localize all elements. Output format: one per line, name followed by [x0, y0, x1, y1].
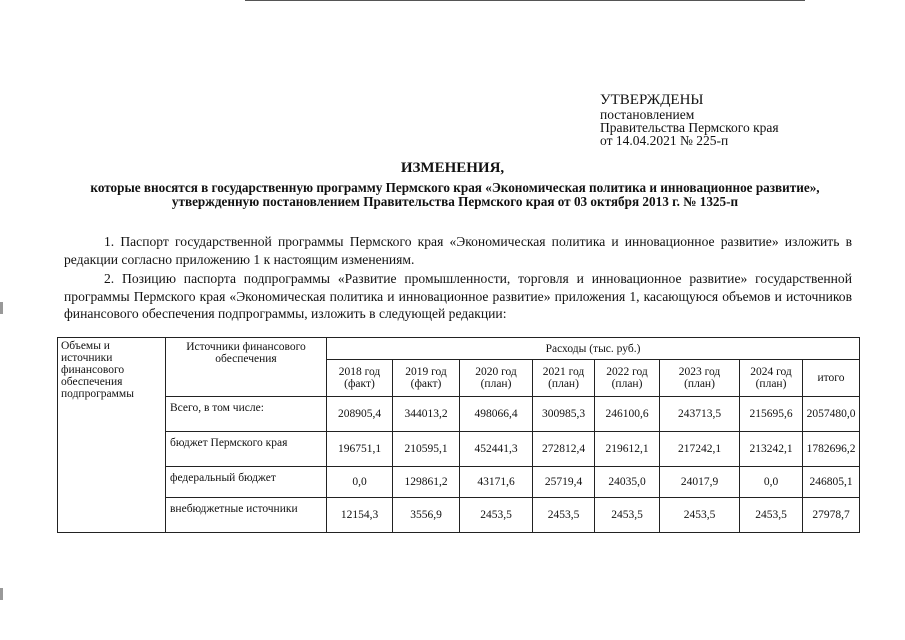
expenses-header: Расходы (тыс. руб.): [327, 338, 860, 360]
table-corner-label: Объемы и источники финансового обеспечения подпрограммы: [58, 338, 166, 533]
approval-line-2: постановлением: [600, 107, 695, 122]
value-cell: 24035,0: [595, 467, 660, 498]
source-cell: федеральный бюджет: [166, 467, 327, 498]
paragraph-2: 2. Позицию паспорта подпрограммы «Развитие промышленности, торговля и инновационное развитие» государственной программы Пермского края «Экономическая политика и инновационное развитие» приложения 1, касающуюся объемов и источников финансового обеспечения подпрограммы, изложить в следующей редакции:: [64, 271, 852, 321]
value-cell: 25719,4: [533, 467, 595, 498]
value-cell: 210595,1: [393, 432, 460, 467]
financing-table: [57, 337, 860, 533]
table-row: [58, 432, 860, 467]
value-cell: 3556,9: [393, 498, 460, 533]
value-cell: 2453,5: [660, 498, 740, 533]
approval-stamp: [600, 92, 779, 147]
value-cell: 217242,1: [660, 432, 740, 467]
approval-line-4: от 14.04.2021 № 225-п: [600, 133, 729, 148]
year-header: 2019 год (факт): [393, 360, 460, 397]
value-cell: 43171,6: [460, 467, 533, 498]
year-header: 2022 год (план): [595, 360, 660, 397]
approval-line-3: Правительства Пермского края: [600, 120, 779, 135]
value-cell: 12154,3: [327, 498, 393, 533]
year-header: 2020 год (план): [460, 360, 533, 397]
document-title: ИЗМЕНЕНИЯ,: [400, 160, 505, 176]
value-cell: 452441,3: [460, 432, 533, 467]
table-row: [58, 397, 860, 432]
value-cell: 213242,1: [740, 432, 803, 467]
value-cell: 24017,9: [660, 467, 740, 498]
year-header: 2024 год (план): [740, 360, 803, 397]
value-cell: 2453,5: [533, 498, 595, 533]
value-cell: 0,0: [327, 467, 393, 498]
total-cell: 246805,1: [803, 467, 860, 498]
source-cell: Всего, в том числе:: [166, 397, 327, 432]
value-cell: 129861,2: [393, 467, 460, 498]
value-cell: 246100,6: [595, 397, 660, 432]
source-cell: внебюджетные источники: [166, 498, 327, 533]
value-cell: 243713,5: [660, 397, 740, 432]
top-border-line: [245, 0, 805, 1]
value-cell: 344013,2: [393, 397, 460, 432]
table-row: [58, 467, 860, 498]
year-header: 2018 год (факт): [327, 360, 393, 397]
value-cell: 2453,5: [460, 498, 533, 533]
approval-line-1: УТВЕРЖДЕНЫ: [600, 92, 704, 108]
paragraph-1: 1. Паспорт государственной программы Пермского края «Экономическая политика и инновационное развитие» изложить в редакции согласно приложению 1 к настоящим изменениям.: [64, 234, 852, 267]
total-header: итого: [803, 360, 860, 397]
scan-edge-mark: [0, 588, 3, 600]
value-cell: 208905,4: [327, 397, 393, 432]
value-cell: 2453,5: [595, 498, 660, 533]
document-subtitle: которые вносятся в государственную программу Пермского края «Экономическая политика и инновационное развитие», утвержденную постановлением Правительства Пермского края от 03 октября 2013 г. № 1325-п: [90, 180, 820, 209]
total-cell: 1782696,2: [803, 432, 860, 467]
value-cell: 0,0: [740, 467, 803, 498]
sources-header: Источники финансового обеспечения: [166, 338, 327, 397]
table-row: [58, 498, 860, 533]
value-cell: 196751,1: [327, 432, 393, 467]
value-cell: 498066,4: [460, 397, 533, 432]
source-cell: бюджет Пермского края: [166, 432, 327, 467]
total-cell: 2057480,0: [803, 397, 860, 432]
value-cell: 272812,4: [533, 432, 595, 467]
total-cell: 27978,7: [803, 498, 860, 533]
value-cell: 219612,1: [595, 432, 660, 467]
value-cell: 2453,5: [740, 498, 803, 533]
year-header: 2023 год (план): [660, 360, 740, 397]
year-header: 2021 год (план): [533, 360, 595, 397]
value-cell: 215695,6: [740, 397, 803, 432]
scan-edge-mark: [0, 302, 3, 314]
value-cell: 300985,3: [533, 397, 595, 432]
